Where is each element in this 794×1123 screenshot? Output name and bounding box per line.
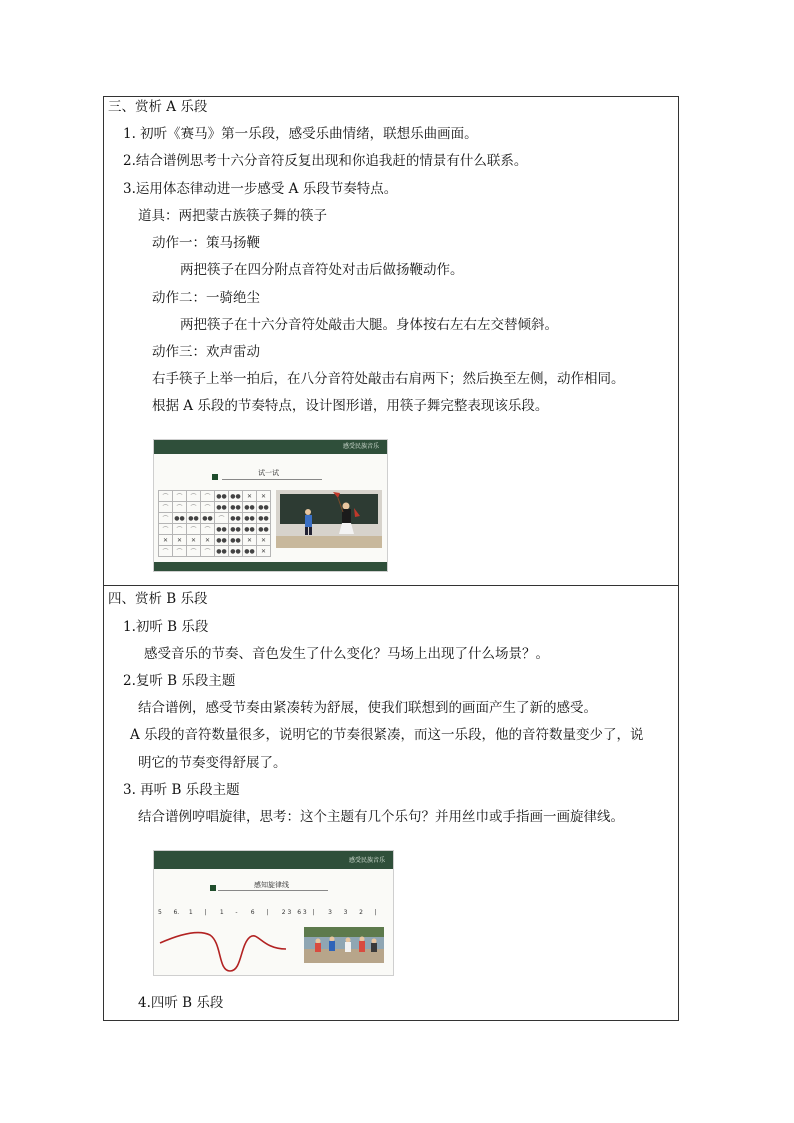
slide2-banner-text: 感受民族音乐 [348, 857, 385, 864]
notation-token: 1 [219, 909, 224, 916]
classroom-photo [276, 490, 382, 548]
action-1-title: 动作一：策马扬鞭 [152, 235, 260, 251]
section4-item-3-text: 结合谱例哼唱旋律，思考：这个主题有几个乐句？并用丝巾或手指画一画旋律线。 [138, 809, 624, 825]
slide2-title: 感知旋律线 [254, 881, 289, 889]
notation-token: 5 [158, 909, 162, 916]
section4-item-2-text: 结合谱例，感受节奏由紧凑转为舒展，使我们联想到的画面产生了新的感受。 [138, 700, 597, 716]
slide-banner [154, 440, 387, 454]
slide-footer-bar [154, 562, 387, 571]
notation-token: 6 3 [297, 909, 307, 916]
notation-token: - [235, 909, 238, 916]
notation-token: 6 [250, 909, 255, 916]
notation-token: 3 [343, 909, 348, 916]
notation-token: 6. [173, 909, 180, 916]
melody-notation [158, 909, 390, 919]
section4-item-2-text-2b: 明它的节奏变得舒展了。 [138, 755, 287, 771]
action-3-desc: 右手筷子上举一拍后，在八分音符处敲击右肩两下；然后换至左侧，动作相同。 [152, 371, 625, 387]
section4-item-1-title: 1.初听 B 乐段 [123, 619, 209, 635]
notation-token: | [204, 909, 207, 916]
title-underline [218, 890, 328, 891]
notation-token: | [266, 909, 269, 916]
bullet-square-icon [210, 885, 216, 891]
section4-item-2-text-2a: A 乐段的音符数量很多，说明它的节奏很紧凑，而这一乐段，他的音符数量变少了，说 [130, 727, 644, 743]
notation-token: 3 [328, 909, 332, 916]
dance-photo [304, 927, 384, 963]
notation-token: | [312, 909, 315, 916]
section3-summary: 根据 A 乐段的节奏特点，设计图形谱，用筷子舞完整表现该乐段。 [152, 398, 549, 414]
slide2-banner [154, 851, 393, 869]
action-1-desc: 两把筷子在四分附点音符处对击后做扬鞭动作。 [180, 262, 464, 278]
section3-item-2: 2.结合谱例思考十六分音符反复出现和你追我赶的情景有什么联系。 [123, 153, 528, 169]
section3-item-1: 1. 初听《赛马》第一乐段，感受乐曲情绪，联想乐曲画面。 [123, 126, 478, 142]
section3-item-3: 3.运用体态律动进一步感受 A 乐段节奏特点。 [123, 181, 398, 197]
slide-banner-text: 感受民族音乐 [342, 443, 379, 450]
section3-heading: 三、赏析 A 乐段 [108, 99, 208, 115]
rhythm-graphic-score: ⌒ ⌒ ⌒ ⌒ ●● ●● ✕ ✕ ⌒ ⌒ ⌒ ⌒ ●● ●● ●● ●● ⌒ ●● ●● ●● ⌒ ●● ●● ●● ⌒ ⌒ ⌒ ⌒ ●● ●● ●● ●● ✕ ✕ ✕ ✕ ●● ●● ✕ ✕ ⌒ ⌒ ⌒ ⌒ ●● ●● ●● ✕ [158, 490, 271, 557]
notation-token: 2 3 [281, 909, 292, 916]
bullet-square-icon [212, 474, 218, 480]
notation-token: 2 [359, 909, 363, 916]
section4-item-2-title: 2.复听 B 乐段主题 [123, 673, 236, 689]
notation-token: | [374, 909, 377, 916]
title-underline [222, 479, 322, 480]
slide-title: 试一试 [258, 469, 279, 477]
slide-try-it [153, 439, 388, 572]
slide-melody-line [153, 850, 394, 976]
table-row-divider [103, 585, 679, 586]
action-2-title: 动作二：一骑绝尘 [152, 290, 260, 306]
action-2-desc: 两把筷子在十六分音符处敲击大腿。身体按右左右左交替倾斜。 [180, 317, 558, 333]
melody-line-drawing [158, 921, 290, 973]
action-3-title: 动作三：欢声雷动 [152, 344, 260, 360]
section4-item-4-title: 4.四听 B 乐段 [138, 995, 224, 1011]
section4-item-1-text: 感受音乐的节奏、音色发生了什么变化？马场上出现了什么场景？。 [144, 646, 549, 662]
section3-props: 道具：两把蒙古族筷子舞的筷子 [138, 208, 327, 224]
notation-token: 1 [188, 909, 193, 916]
section4-item-3-title: 3. 再听 B 乐段主题 [123, 782, 240, 798]
section4-heading: 四、赏析 B 乐段 [108, 591, 208, 607]
